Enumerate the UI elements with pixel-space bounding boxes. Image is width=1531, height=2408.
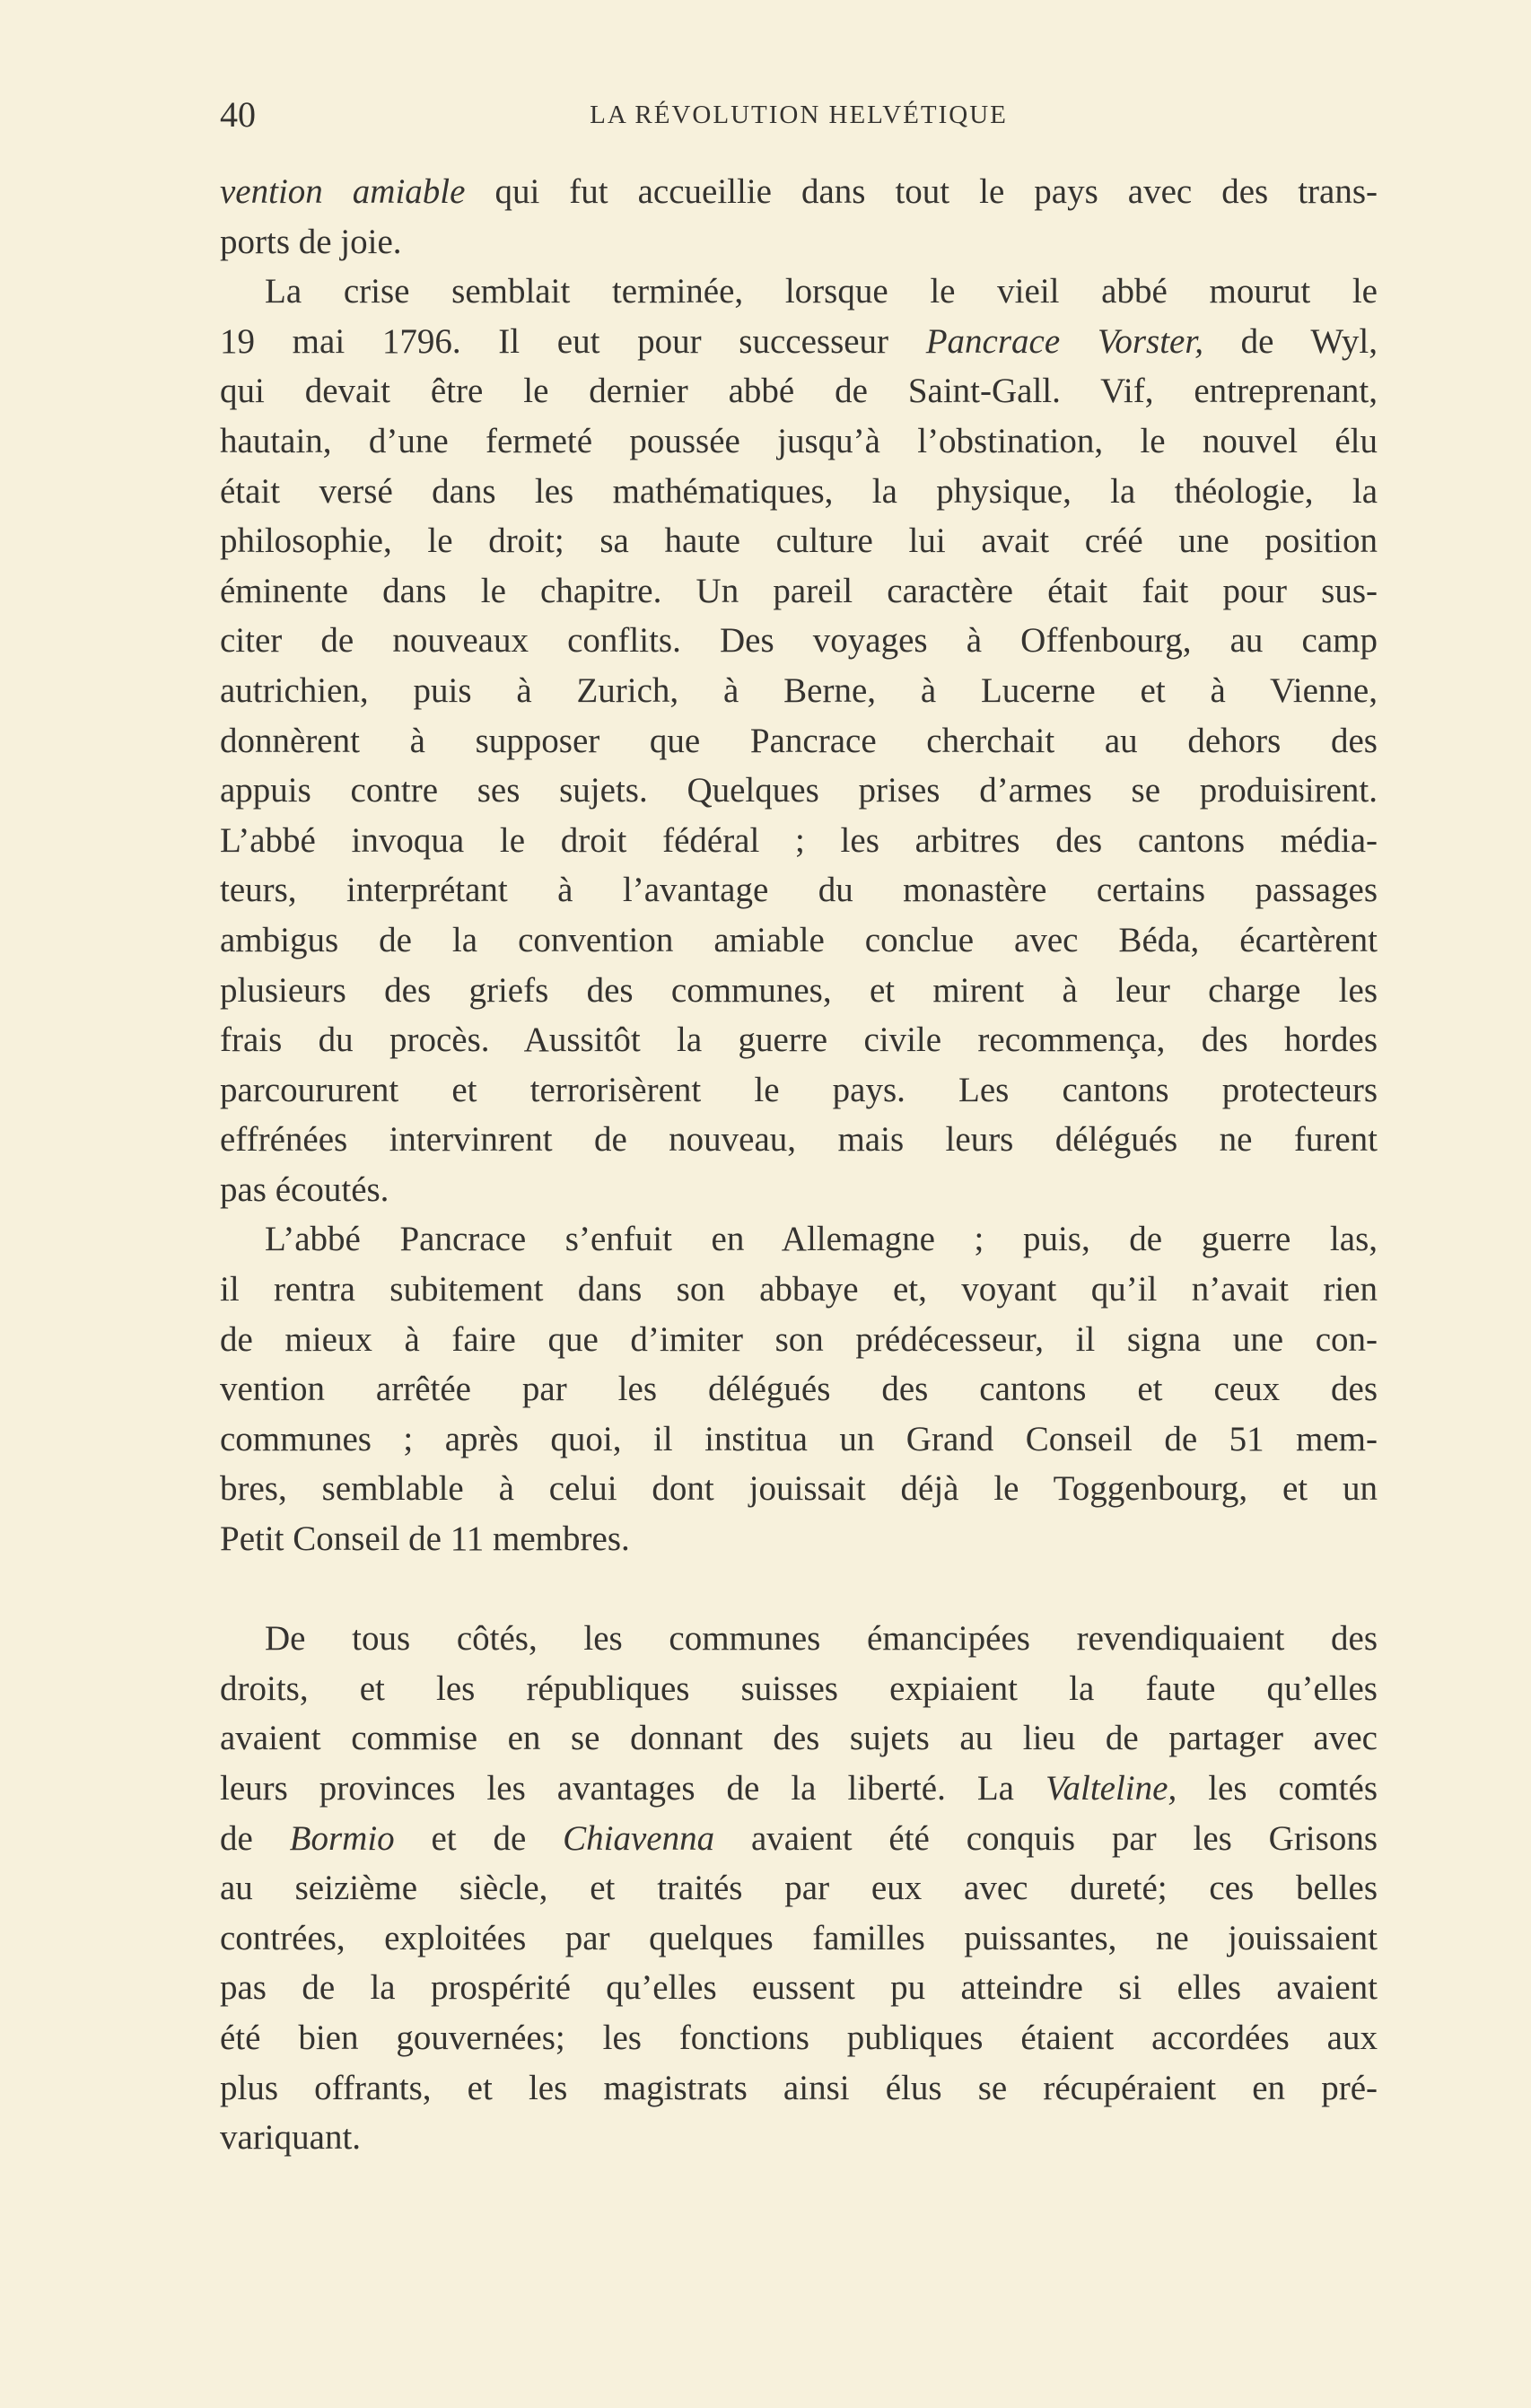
running-header xyxy=(220,90,1378,140)
text-segment: contrées, exploitées par quelques familles puissantes, ne jouissaient xyxy=(220,1918,1378,1957)
paragraph xyxy=(220,1214,1378,1563)
paragraph xyxy=(220,1614,1378,2163)
text-line xyxy=(220,1814,1378,1864)
text-segment: était versé dans les mathématiques, la physique, la théologie, la xyxy=(220,471,1378,511)
text-segment: qui devait être le dernier abbé de Saint-Gall. Vif, entreprenant, xyxy=(220,372,1378,411)
text-line xyxy=(220,217,1378,267)
text-line xyxy=(220,366,1378,416)
text-line xyxy=(220,1464,1378,1514)
text-segment: de Wyl, xyxy=(1203,321,1378,361)
text-segment: frais du procès. Aussitôt la guerre civile recommença, des hordes xyxy=(220,1020,1378,1060)
text-segment: hautain, d’une fermeté poussée jusqu’à l’obstination, le nouvel élu xyxy=(220,421,1378,460)
text-segment: qui fut accueillie dans tout le pays avec des trans- xyxy=(465,172,1378,211)
text-segment: et de xyxy=(394,1818,564,1858)
text-segment: les comtés xyxy=(1177,1769,1378,1808)
text-segment: plus offrants, et les magistrats ainsi élus se récupéraient en pré- xyxy=(220,2068,1378,2107)
italic-text: vention amiable xyxy=(220,172,466,211)
text-line xyxy=(220,267,1378,317)
text-line xyxy=(220,966,1378,1016)
text-segment: pas écoutés. xyxy=(220,1169,389,1209)
text-line xyxy=(220,865,1378,915)
text-segment: Petit Conseil de 11 membres. xyxy=(220,1519,630,1559)
text-line xyxy=(220,1364,1378,1414)
text-segment: avaient été conquis par les Grisons xyxy=(714,1818,1378,1858)
text-line xyxy=(220,467,1378,517)
text-segment: éminente dans le chapitre. Un pareil caractère était fait pour sus- xyxy=(220,571,1378,610)
text-line xyxy=(220,1414,1378,1465)
text-line xyxy=(220,1265,1378,1315)
italic-text: Valteline, xyxy=(1045,1769,1177,1808)
text-segment: avaient commise en se donnant des sujets au lieu de partager avec xyxy=(220,1719,1378,1758)
text-line xyxy=(220,1115,1378,1165)
text-segment: appuis contre ses sujets. Quelques prises d’armes se produisirent. xyxy=(220,771,1378,810)
paragraph-spacer xyxy=(220,1564,1378,1615)
text-line xyxy=(220,416,1378,467)
text-segment: philosophie, le droit; sa haute culture lui avait créé une position xyxy=(220,521,1378,561)
text-line xyxy=(220,915,1378,966)
text-line xyxy=(220,1214,1378,1265)
text-segment: de mieux à faire que d’imiter son prédécesseur, il signa une con- xyxy=(220,1319,1378,1359)
text-segment: il rentra subitement dans son abbaye et, voyant qu’il n’avait rien xyxy=(220,1270,1378,1309)
paragraph xyxy=(220,267,1378,1214)
text-segment: droits, et les républiques suisses expiaient la faute qu’elles xyxy=(220,1668,1378,1708)
text-segment: 19 mai 1796. Il eut pour successeur xyxy=(220,321,926,361)
text-line xyxy=(220,317,1378,367)
text-segment: effrénées intervinrent de nouveau, mais leurs délégués ne furent xyxy=(220,1120,1378,1160)
text-line xyxy=(220,1664,1378,1714)
text-segment: pas de la prospérité qu’elles eussent pu atteindre si elles avaient xyxy=(220,1968,1378,2008)
text-line xyxy=(220,2113,1378,2163)
text-line xyxy=(220,1315,1378,1365)
text-segment: La crise semblait terminée, lorsque le vieil abbé mourut le xyxy=(265,272,1378,311)
text-line xyxy=(220,1514,1378,1564)
text-line xyxy=(220,616,1378,666)
text-line xyxy=(220,1913,1378,1964)
text-segment: ports de joie. xyxy=(220,222,402,261)
text-segment: citer de nouveaux conflits. Des voyages à Offenbourg, au camp xyxy=(220,621,1378,661)
text-segment: teurs, interprétant à l’avantage du monastère certains passages xyxy=(220,871,1378,910)
text-line xyxy=(220,716,1378,766)
italic-text: Pancrace Vorster, xyxy=(925,321,1203,361)
text-segment: été bien gouvernées; les fonctions publiques étaient accordées aux xyxy=(220,2018,1378,2057)
text-line xyxy=(220,666,1378,716)
italic-text: Chiavenna xyxy=(563,1818,715,1858)
body-text xyxy=(220,167,1378,2163)
running-title: LA RÉVOLUTION HELVÉTIQUE xyxy=(590,101,1008,129)
text-segment: au seizième siècle, et traités par eux avec dureté; ces belles xyxy=(220,1869,1378,1908)
text-line xyxy=(220,1065,1378,1116)
text-line xyxy=(220,2013,1378,2063)
text-segment: variquant. xyxy=(220,2118,362,2158)
text-segment: autrichien, puis à Zurich, à Berne, à Lucerne et à Vienne, xyxy=(220,670,1378,710)
text-line xyxy=(220,167,1378,217)
text-line xyxy=(220,1015,1378,1065)
text-segment: De tous côtés, les communes émancipées revendiquaient des xyxy=(265,1619,1378,1659)
text-line xyxy=(220,1165,1378,1215)
text-line xyxy=(220,1764,1378,1814)
text-segment: L’abbé invoqua le droit fédéral ; les arbitres des cantons média- xyxy=(220,820,1378,860)
text-segment: plusieurs des griefs des communes, et mirent à leur charge les xyxy=(220,970,1378,1010)
text-segment: donnèrent à supposer que Pancrace cherchait au dehors des xyxy=(220,721,1378,760)
text-line xyxy=(220,1963,1378,2013)
text-segment: L’abbé Pancrace s’enfuit en Allemagne ; puis, de guerre las, xyxy=(265,1220,1378,1259)
text-segment: communes ; après quoi, il institua un Grand Conseil de 51 mem- xyxy=(220,1419,1378,1458)
text-line xyxy=(220,766,1378,816)
page-number: 40 xyxy=(220,94,256,135)
text-line xyxy=(220,1614,1378,1664)
text-line xyxy=(220,2063,1378,2114)
text-segment: leurs provinces les avantages de la liberté. La xyxy=(220,1769,1045,1808)
italic-text: Bormio xyxy=(289,1818,395,1858)
paragraph xyxy=(220,167,1378,267)
text-line xyxy=(220,516,1378,566)
text-segment: bres, semblable à celui dont jouissait déjà le Toggenbourg, et un xyxy=(220,1469,1378,1509)
text-segment: ambigus de la convention amiable conclue avec Béda, écartèrent xyxy=(220,920,1378,959)
text-line xyxy=(220,1713,1378,1764)
text-line xyxy=(220,816,1378,866)
text-line xyxy=(220,1863,1378,1913)
text-segment: parcoururent et terrorisèrent le pays. Les cantons protecteurs xyxy=(220,1070,1378,1109)
text-segment: de xyxy=(220,1818,290,1858)
text-line xyxy=(220,566,1378,617)
text-segment: vention arrêtée par les délégués des cantons et ceux des xyxy=(220,1370,1378,1409)
